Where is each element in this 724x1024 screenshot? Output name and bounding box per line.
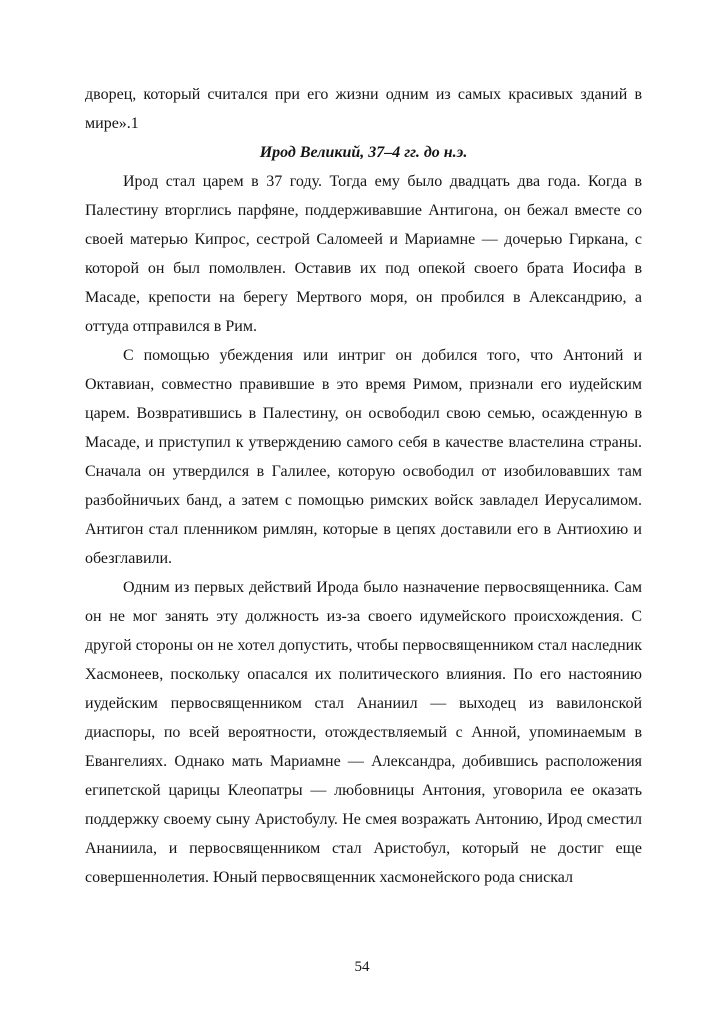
paragraph-2: С помощью убеждения или интриг он добился того, что Антоний и Октавиан, совместно правившие в это время Римом, признали его иудейским царем. Возвратившись в Палестину, он освободил свою семью, осажденную в Масаде, и приступил к утверждению самого себя в качестве властелина страны. Сначала он утвердился в Галилее, которую освободил от изобиловавших там разбойничьих банд, а затем с помощью римских войск завладел Иерусалимом. Антигон стал пленником римлян, которые в цепях доставили его в Антиохию и обезглавили. xyxy=(85,347,642,567)
paragraph-1: Ирод стал царем в 37 году. Тогда ему было двадцать два года. Когда в Палестину вторглись парфяне, поддерживавшие Антигона, он бежал вместе со своей матерью Кипрос, сестрой Саломеей и Мариамне — дочерью Гиркана, с которой он был помолвлен. Оставив их под опекой своего брата Иосифа в Масаде, крепости на берегу Мертвого моря, он пробился в Александрию, а оттуда отправился в Рим. xyxy=(85,173,642,335)
section-heading: Ирод Великий, 37–4 гг. до н.э. xyxy=(259,144,468,161)
paragraph-3: Одним из первых действий Ирода было назначение первосвященника. Сам он не мог занять эту должность из-за своего идумейского происхождения. С другой стороны он не хотел допустить, чтобы первосвященником стал наследник Хасмонеев, поскольку опасался их политического влияния. По его настоянию иудейским первосвященником стал Ананиил — выходец из вавилонской диаспоры, по всей вероятности, отождествляемый с Анной, упоминаемым в Евангелиях. Однако мать Мариамне — Александра, добившись расположения египетской царицы Клеопатры — любовницы Антония, уговорила ее оказать поддержку своему сыну Аристобулу. Не смея возражать Антонию, Ирод сместил Ананиила, и первосвященником стал Аристобул, который не достиг еще совершеннолетия. Юный первосвященник хасмонейского рода снискал xyxy=(85,579,642,886)
continuation-paragraph: дворец, который считался при его жизни одним из самых красивых зданий в мире».1 xyxy=(85,86,642,132)
body-text xyxy=(85,80,642,892)
page-number: 54 xyxy=(354,959,370,975)
